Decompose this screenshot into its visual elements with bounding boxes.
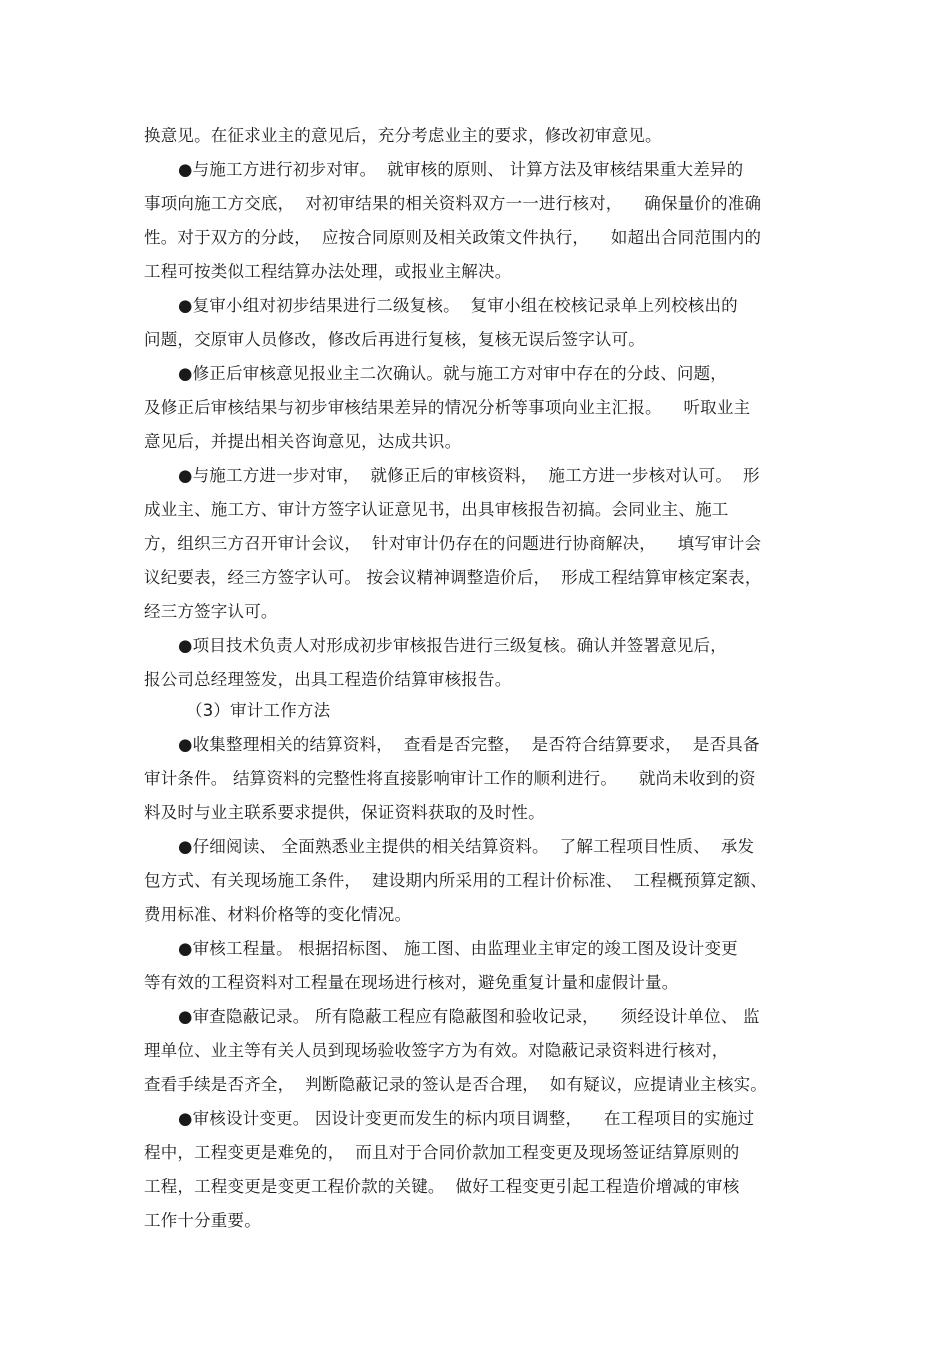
text-line: 查看手续是否齐全， 判断隐蔽记录的签认是否合理， 如有疑议，应提请业主核实。 (144, 1075, 767, 1094)
bullet-paragraph: ●收集整理相关的结算资料， 查看是否完整， 是否符合结算要求， 是否具备 (178, 735, 760, 754)
text-line: 议纪要表，经三方签字认可。 按会议精神调整造价后， 形成工程结算审核定案表， (144, 568, 762, 587)
bullet-paragraph: ●审核设计变更。 因设计变更而发生的标内项目调整， 在工程项目的实施过 (178, 1109, 755, 1128)
text-line: 程中，工程变更是难免的， 而且对于合同价款加工程变更及现场签证结算原则的 (144, 1143, 740, 1162)
bullet-paragraph: ●复审小组对初步结果进行二级复核。 复审小组在校核记录单上列校核出的 (178, 296, 738, 315)
text-line: 方，组织三方召开审计会议， 针对审计仍存在的问题进行协商解决， 填写审计会 (144, 534, 762, 553)
text-line: 性。对于双方的分歧， 应按合同原则及相关政策文件执行， 如超出合同范围内的 (144, 228, 762, 247)
text-line: 等有效的工程资料对工程量在现场进行核对，避免重复计量和虚假计量。 (144, 973, 679, 992)
text-line: 工作十分重要。 (144, 1211, 261, 1230)
text-line: 理单位、业主等有关人员到现场验收签字方为有效。对隐蔽记录资料进行核对， (144, 1041, 729, 1060)
text-line: 审计条件。 结算资料的完整性将直接影响审计工作的顺利进行。 就尚未收到的资 (144, 769, 756, 788)
text-line: 费用标准、材料价格等的变化情况。 (144, 905, 412, 924)
bullet-paragraph: ●项目技术负责人对形成初步审核报告进行三级复核。确认并签署意见后， (178, 636, 727, 655)
text-line: 报公司总经理签发，出具工程造价结算审核报告。 (144, 670, 512, 689)
bullet-paragraph: ●修正后审核意见报业主二次确认。就与施工方对审中存在的分歧、问题， (178, 364, 727, 383)
text-line: 成业主、施工方、审计方签字认证意见书，出具审核报告初搞。会同业主、施工 (144, 500, 729, 519)
text-line: 意见后，并提出相关咨询意见，达成共识。 (144, 432, 462, 451)
text-line: 料及时与业主联系要求提供，保证资料获取的及时性。 (144, 803, 545, 822)
text-line: 换意见。在征求业主的意见后，充分考虑业主的要求，修改初审意见。 (144, 126, 662, 145)
text-line: 经三方签字认可。 (144, 602, 278, 621)
text-line: 及修正后审核结果与初步审核结果差异的情况分析等事项向业主汇报。 听取业主 (144, 398, 751, 417)
bullet-paragraph: ●审查隐蔽记录。 所有隐蔽工程应有隐蔽图和验收记录， 须经设计单位、 监 (178, 1007, 760, 1026)
bullet-paragraph: ●仔细阅读、 全面熟悉业主提供的相关结算资料。 了解工程项目性质、 承发 (178, 837, 755, 856)
text-line: 事项向施工方交底， 对初审结果的相关资料双方一一进行核对， 确保量价的准确 (144, 194, 762, 213)
bullet-paragraph: ●审核工程量。 根据招标图、 施工图、由监理业主审定的竣工图及设计变更 (178, 939, 738, 958)
text-line: 问题，交原审人员修改，修改后再进行复核，复核无误后签字认可。 (144, 330, 645, 349)
text-line: 工程可按类似工程结算办法处理，或报业主解决。 (144, 262, 512, 281)
section-heading: （3）审计工作方法 (186, 701, 331, 720)
bullet-paragraph: ●与施工方进行初步对审。 就审核的原则、 计算方法及审核结果重大差异的 (178, 160, 744, 179)
text-line: 工程，工程变更是变更工程价款的关键。 做好工程变更引起工程造价增减的审核 (144, 1177, 740, 1196)
bullet-paragraph: ●与施工方进一步对审， 就修正后的审核资料， 施工方进一步核对认可。 形 (178, 466, 760, 485)
text-line: 包方式、有关现场施工条件， 建设期内所采用的工程计价标准、 工程概预算定额、 (144, 871, 767, 890)
